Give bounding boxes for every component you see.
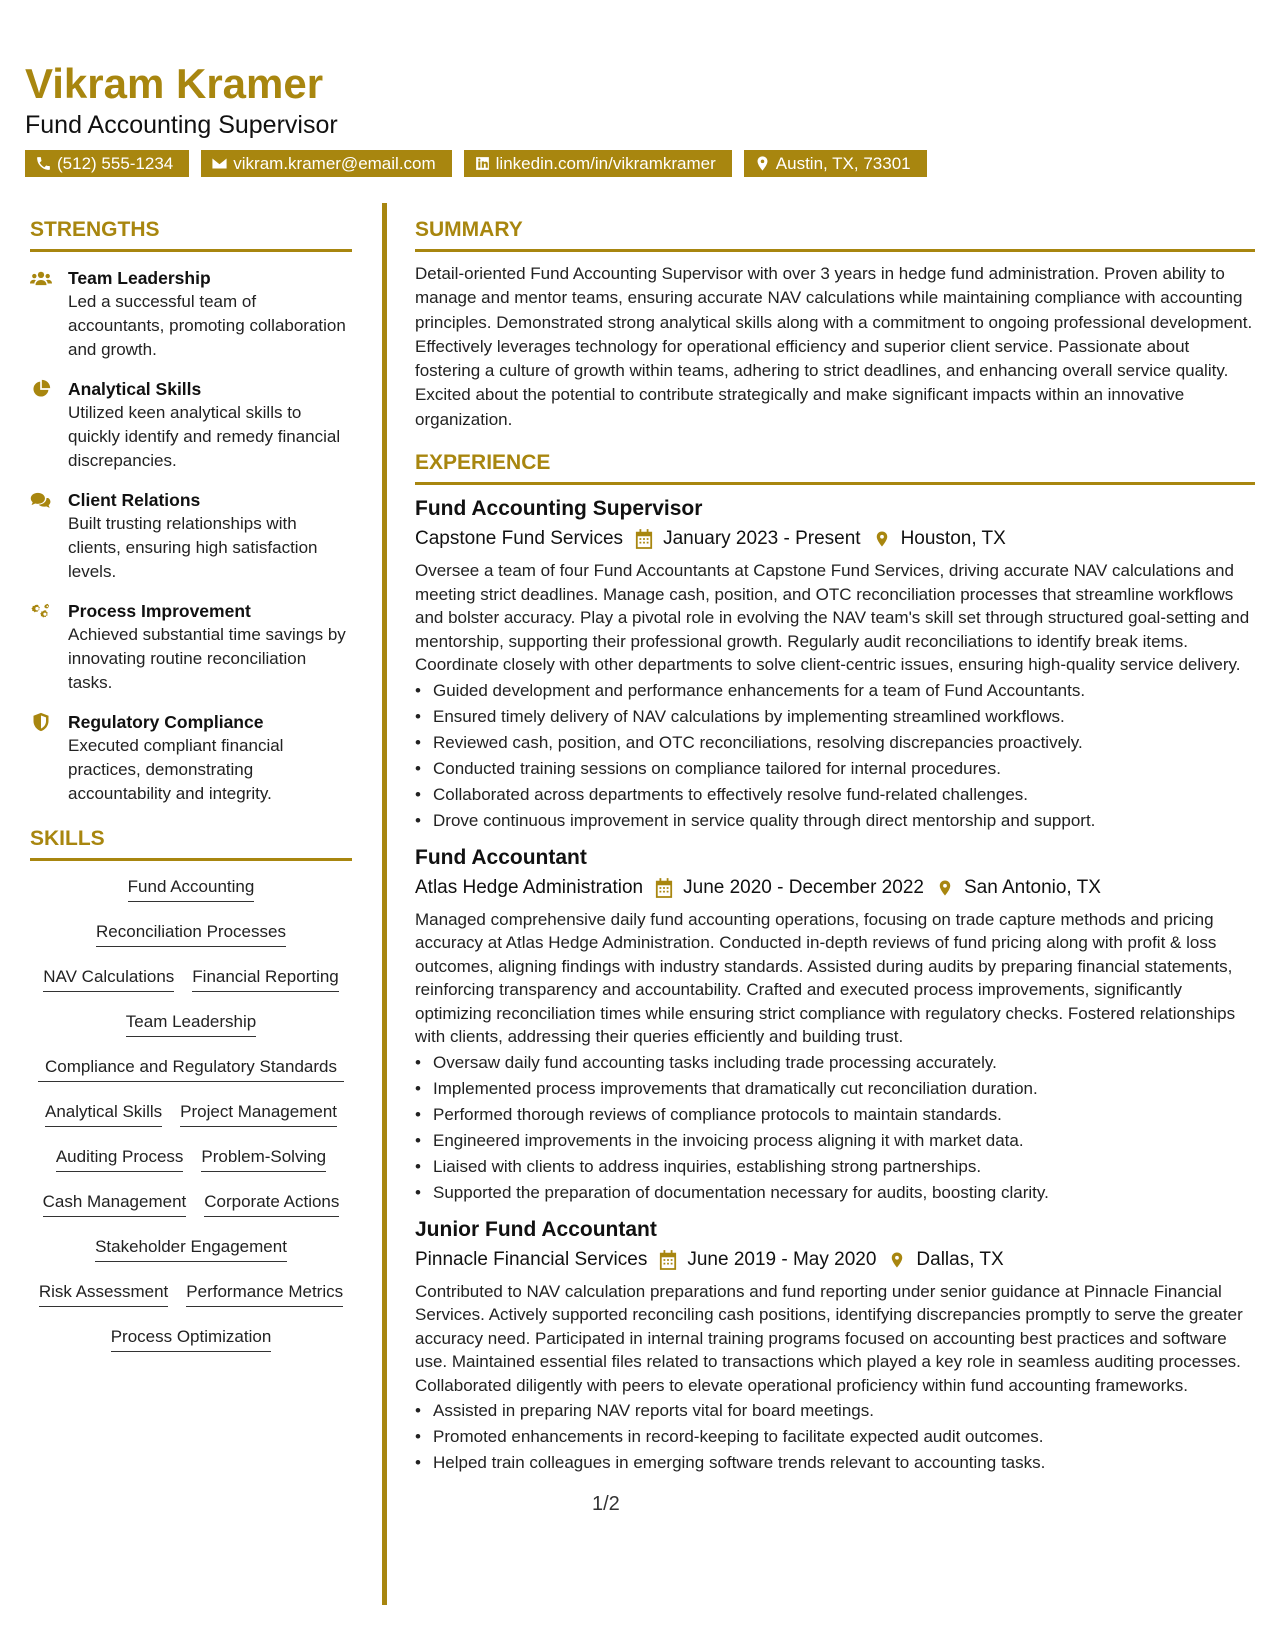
job-bullets (415, 1398, 1255, 1476)
contact-text: Austin, TX, 73301 (775, 154, 911, 173)
skill-tag: Team Leadership (126, 1010, 256, 1037)
strength-desc: Utilized keen analytical skills to quickly identify and remedy financial discrepancies. (68, 403, 341, 470)
job-location: San Antonio, TX (963, 876, 1101, 898)
contact-text: linkedin.com/in/vikramkramer (495, 154, 716, 173)
users-icon (30, 268, 52, 288)
job-location: Houston, TX (900, 528, 1006, 550)
pie-chart-icon (30, 379, 52, 399)
phone-icon (35, 155, 52, 172)
job-meta (415, 525, 1255, 553)
skill-tag: Stakeholder Engagement (95, 1235, 287, 1262)
skill-tag: Process Optimization (111, 1325, 272, 1352)
skill-tag: Risk Assessment (39, 1280, 168, 1307)
job-bullets (415, 678, 1255, 834)
job-bullet: • Drove continuous improvement in service quality through direct mentorship and support. (415, 808, 1255, 834)
skill-tag: Analytical Skills (45, 1100, 162, 1127)
job-company: Pinnacle Financial Services (415, 1248, 648, 1270)
contact-bar (25, 150, 1255, 177)
strengths-heading: STRENGTHS (30, 217, 352, 252)
map-pin-icon (936, 878, 954, 898)
job-entry (415, 1216, 1255, 1477)
job-desc: Contributed to NAV calculation preparations and fund reporting under senior guidance at Pinnacle Financial Services. Actively supported reconciling cash positions, identifying discrepancies promptly to serve the greater accuracy need. Participated in internal training programs focused on accounting best practices and software use. Maintained essential files related to transactions which played a key role in seamless auditing processes. Collaborated diligently with peers to elevate operational proficiency within fund accounting frameworks. (415, 1281, 1243, 1395)
strength-title: Client Relations (68, 490, 201, 510)
linkedin-icon (474, 155, 491, 172)
strength-desc: Built trusting relationships with clients, ensuring high satisfaction levels. (68, 514, 318, 581)
job-title: Junior Fund Accountant (415, 1217, 657, 1241)
job-bullet: • Oversaw daily fund accounting tasks including trade processing accurately. (415, 1050, 1255, 1076)
skill-tag: Cash Management (43, 1190, 187, 1217)
job-desc: Oversee a team of four Fund Accountants at Capstone Fund Services, driving accurate NAV calculations and meeting strict deadlines. Manage cash, position, and OTC reconciliation processes that streamline workflows and bolster accuracy. Play a pivotal role in evolving the NAV team's skill set through structured goal-setting and mentorship, supporting their professional growth. Regularly audit reconciliations to identify break items. Coordinate closely with other departments to solve client-centric issues, ensuring high-quality service delivery. (415, 561, 1250, 675)
calendar-icon (659, 1250, 677, 1270)
job-bullet: • Assisted in preparing NAV reports vital for board meetings. (415, 1398, 1255, 1424)
contact-text: vikram.kramer@email.com (233, 154, 436, 173)
right-column (415, 217, 1255, 1476)
strength-desc: Led a successful team of accountants, promoting collaboration and growth. (68, 292, 346, 359)
strength-title: Analytical Skills (68, 379, 202, 399)
resume-header (25, 58, 1255, 177)
column-divider (382, 203, 387, 1605)
strength-item (30, 599, 352, 695)
strength-item (30, 488, 352, 584)
calendar-icon (655, 878, 673, 898)
skill-tag: Performance Metrics (186, 1280, 343, 1307)
strength-title: Team Leadership (68, 268, 211, 288)
skills-list (30, 875, 352, 1370)
calendar-icon (635, 529, 653, 549)
skill-tag: NAV Calculations (43, 965, 174, 992)
envelope-icon (211, 155, 228, 172)
map-pin-icon (754, 155, 771, 172)
candidate-name: Vikram Kramer (25, 60, 324, 107)
map-pin-icon (873, 529, 891, 549)
skill-tag: Auditing Process (56, 1145, 184, 1172)
experience-heading: EXPERIENCE (415, 450, 1255, 485)
job-bullet: • Guided development and performance enhancements for a team of Fund Accountants. (415, 678, 1255, 704)
contact-text: (512) 555-1234 (57, 154, 174, 173)
job-bullets (415, 1050, 1255, 1206)
contact-location[interactable] (744, 150, 927, 177)
job-bullet: • Helped train colleagues in emerging software trends relevant to accounting tasks. (415, 1450, 1255, 1476)
skill-tag: Corporate Actions (204, 1190, 339, 1217)
strength-title: Regulatory Compliance (68, 712, 264, 732)
job-bullet: • Supported the preparation of documentation necessary for audits, boosting clarity. (415, 1180, 1255, 1206)
job-location: Dallas, TX (916, 1248, 1004, 1270)
skill-tag: Fund Accounting (128, 875, 255, 902)
contact-linkedin[interactable] (464, 150, 732, 177)
job-bullet: • Promoted enhancements in record-keeping to facilitate expected audit outcomes. (415, 1424, 1255, 1450)
job-bullet: • Implemented process improvements that dramatically cut reconciliation duration. (415, 1076, 1255, 1102)
candidate-title: Fund Accounting Supervisor (25, 111, 338, 139)
job-bullet: • Performed thorough reviews of compliance protocols to maintain standards. (415, 1102, 1255, 1128)
strength-item (30, 266, 352, 362)
gears-icon (30, 601, 52, 621)
job-dates: June 2020 - December 2022 (683, 876, 924, 898)
skill-tag: Project Management (180, 1100, 337, 1127)
job-meta (415, 874, 1255, 902)
contact-email[interactable] (201, 150, 451, 177)
job-entry (415, 495, 1255, 834)
job-company: Atlas Hedge Administration (415, 876, 644, 898)
job-bullet: • Ensured timely delivery of NAV calculations by implementing streamlined workflows. (415, 704, 1255, 730)
skill-tag: Compliance and Regulatory Standards (38, 1055, 344, 1082)
job-bullet: • Engineered improvements in the invoicing process aligning it with market data. (415, 1128, 1255, 1154)
skills-heading: SKILLS (30, 826, 352, 861)
strength-item (30, 710, 352, 806)
job-bullet: • Conducted training sessions on compliance tailored for internal procedures. (415, 756, 1255, 782)
strength-item (30, 377, 352, 473)
job-title: Fund Accountant (415, 845, 587, 869)
page-number: 1/2 (592, 1493, 620, 1515)
comments-icon (30, 490, 52, 510)
job-title: Fund Accounting Supervisor (415, 497, 703, 521)
job-entry (415, 844, 1255, 1206)
strength-desc: Executed compliant financial practices, demonstrating accountability and integrity. (68, 736, 284, 803)
strengths-list (30, 266, 352, 806)
skill-tag: Financial Reporting (192, 965, 338, 992)
summary-text: Detail-oriented Fund Accounting Supervisor with over 3 years in hedge fund administration. Proven ability to manage and mentor teams, ensuring accurate NAV calculations while maintaining compliance with accounting principles. Demonstrated strong analytical skills along with a commitment to ongoing professional development. Effectively leverages technology for operational efficiency and superior client service. Passionate about fostering a culture of growth within teams, adhering to strict deadlines, and enhancing overall service quality. Excited about the potential to contribute strategically and make significant impacts within an innovative organization. (415, 264, 1253, 429)
job-bullet: • Liaised with clients to address inquiries, establishing strong partnerships. (415, 1154, 1255, 1180)
job-dates: June 2019 - May 2020 (687, 1248, 877, 1270)
skill-tag: Problem-Solving (201, 1145, 326, 1172)
left-column (30, 217, 352, 1370)
summary-heading: SUMMARY (415, 217, 1255, 252)
skill-tag: Reconciliation Processes (96, 920, 286, 947)
contact-phone[interactable] (25, 150, 189, 177)
job-company: Capstone Fund Services (415, 528, 624, 550)
job-desc: Managed comprehensive daily fund accounting operations, focusing on trade capture methods and pricing accuracy at Atlas Hedge Administration. Conducted in-depth reviews of fund pricing along with profit & loss outcomes, aligning findings with industry standards. Assisted during audits by preparing financial statements, reinforcing transparency and accountability. Crafted and executed process improvements, significantly optimizing reconciliation times while ensuring strict compliance with regulatory checks. Fostered relationships with clients, addressing their queries efficiently and building trust. (415, 909, 1236, 1047)
job-bullet: • Reviewed cash, position, and OTC reconciliations, resolving discrepancies proactively. (415, 730, 1255, 756)
shield-icon (30, 712, 52, 732)
job-meta (415, 1246, 1255, 1274)
map-pin-icon (888, 1250, 906, 1270)
strength-desc: Achieved substantial time savings by innovating routine reconciliation tasks. (68, 625, 346, 692)
job-dates: January 2023 - Present (663, 528, 861, 550)
job-bullet: • Collaborated across departments to effectively resolve fund-related challenges. (415, 782, 1255, 808)
strength-title: Process Improvement (68, 601, 251, 621)
